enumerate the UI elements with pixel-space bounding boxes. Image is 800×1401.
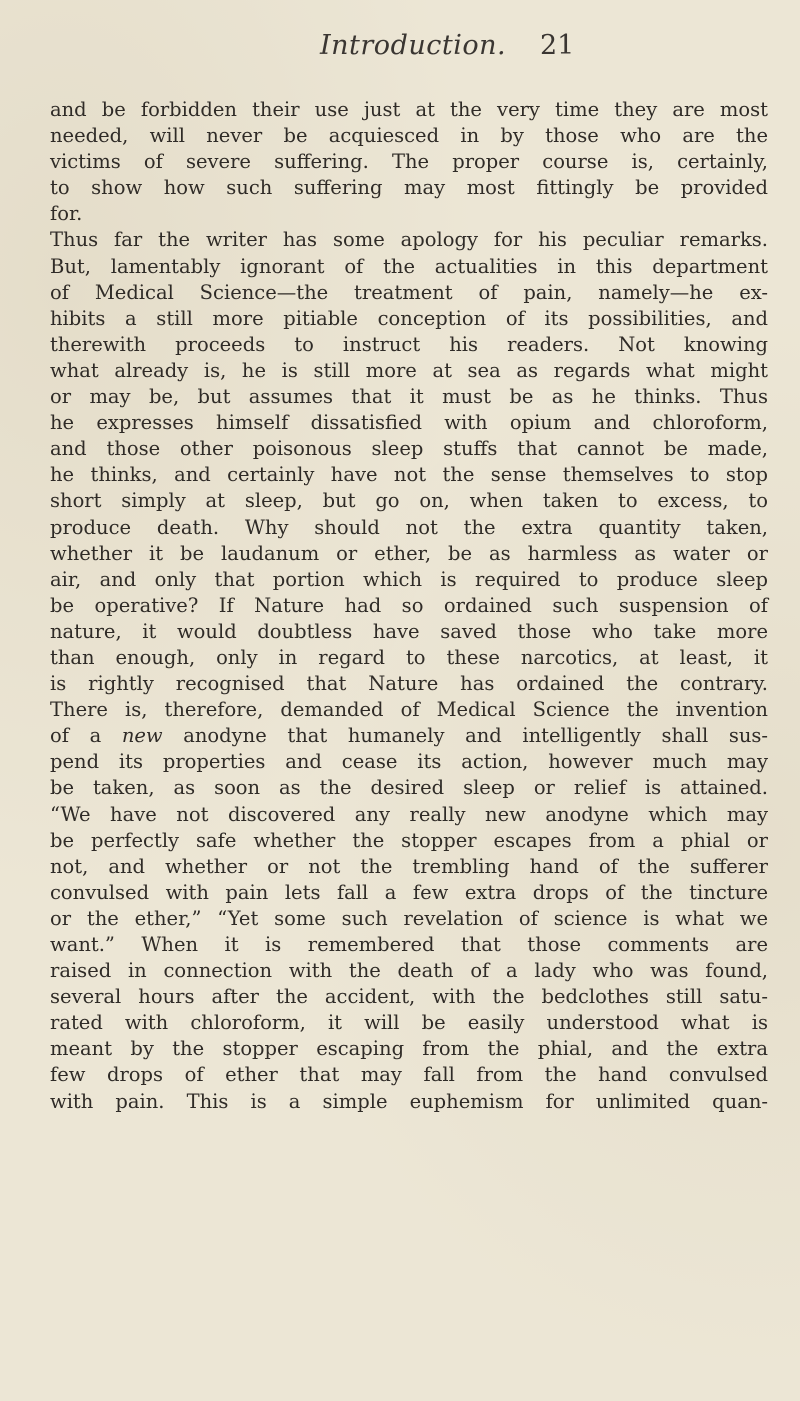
text-line: whether it be laudanum or ether, be as harmless as water or bbox=[50, 541, 768, 565]
text-line: and be forbidden their use just at the very time they are most bbox=[50, 98, 768, 121]
body-text bbox=[50, 97, 768, 1115]
running-head bbox=[0, 30, 800, 70]
text-line: meant by the stopper escaping from the phial, and the extra bbox=[50, 1037, 768, 1061]
text-line: he thinks, and certainly have not the sense themselves to stop bbox=[50, 463, 768, 487]
text-line: be perfectly safe whether the stopper escapes from a phial or bbox=[50, 828, 768, 852]
page-number: 21 bbox=[540, 30, 575, 61]
text-line: what already is, he is still more at sea as regards what might bbox=[50, 358, 768, 382]
text-line: therewith proceeds to instruct his readers. Not knowing bbox=[50, 332, 768, 356]
text-line: of a new anodyne that humanely and intelligently shall sus- bbox=[50, 724, 768, 748]
text-line: of Medical Science—the treatment of pain, namely—he ex- bbox=[50, 280, 768, 304]
text-line: than enough, only in regard to these narcotics, at least, it bbox=[50, 645, 768, 669]
running-title: Introduction. bbox=[320, 30, 507, 61]
text-line: and those other poisonous sleep stuffs that cannot be made, bbox=[50, 437, 768, 461]
text-line: few drops of ether that may fall from the hand convulsed bbox=[50, 1063, 768, 1087]
text-line: Thus far the writer has some apology for his peculiar remarks. bbox=[50, 228, 768, 252]
text-line: with pain. This is a simple euphemism for unlimited quan- bbox=[50, 1089, 768, 1113]
text-line: There is, therefore, demanded of Medical Science the invention bbox=[50, 698, 768, 722]
text-line: is rightly recognised that Nature has ordained the contrary. bbox=[50, 672, 768, 696]
text-line: he expresses himself dissatisfied with opium and chloroform, bbox=[50, 411, 768, 435]
text-line: be operative? If Nature had so ordained such suspension of bbox=[50, 593, 768, 617]
text-line: want.” When it is remembered that those comments are bbox=[50, 933, 768, 956]
text-line: or may be, but assumes that it must be as he thinks. Thus bbox=[50, 385, 768, 409]
text-line: several hours after the accident, with the bedclothes still satu- bbox=[50, 985, 768, 1009]
text-line: not, and whether or not the trembling hand of the sufferer bbox=[50, 854, 768, 878]
text-line: “We have not discovered any really new anodyne which may bbox=[50, 802, 768, 826]
text-line: nature, it would doubtless have saved those who take more bbox=[50, 619, 768, 643]
text-line: rated with chloroform, it will be easily understood what is bbox=[50, 1011, 768, 1035]
text-line: to show how such suffering may most fittingly be provided bbox=[50, 176, 768, 200]
text-line: or the ether,” “Yet some such revelation of science is what we bbox=[50, 906, 768, 930]
text-line: for. bbox=[50, 202, 83, 226]
text-line: needed, will never be acquiesced in by those who are the bbox=[50, 124, 768, 148]
text-line: pend its properties and cease its action, however much may bbox=[50, 750, 768, 774]
text-line: victims of severe suffering. The proper course is, certainly, bbox=[50, 150, 768, 174]
text-line: produce death. Why should not the extra quantity taken, bbox=[50, 515, 768, 539]
text-line: But, lamentably ignorant of the actualities in this department bbox=[50, 254, 768, 278]
text-line: short simply at sleep, but go on, when taken to excess, to bbox=[50, 489, 768, 513]
text-line: air, and only that portion which is required to produce sleep bbox=[50, 567, 768, 591]
text-line: be taken, as soon as the desired sleep or relief is attained. bbox=[50, 776, 768, 800]
text-line: convulsed with pain lets fall a few extra drops of the tincture bbox=[50, 880, 768, 904]
text-line: hibits a still more pitiable conception of its possibilities, and bbox=[50, 306, 768, 330]
text-line: raised in connection with the death of a lady who was found, bbox=[50, 959, 768, 983]
